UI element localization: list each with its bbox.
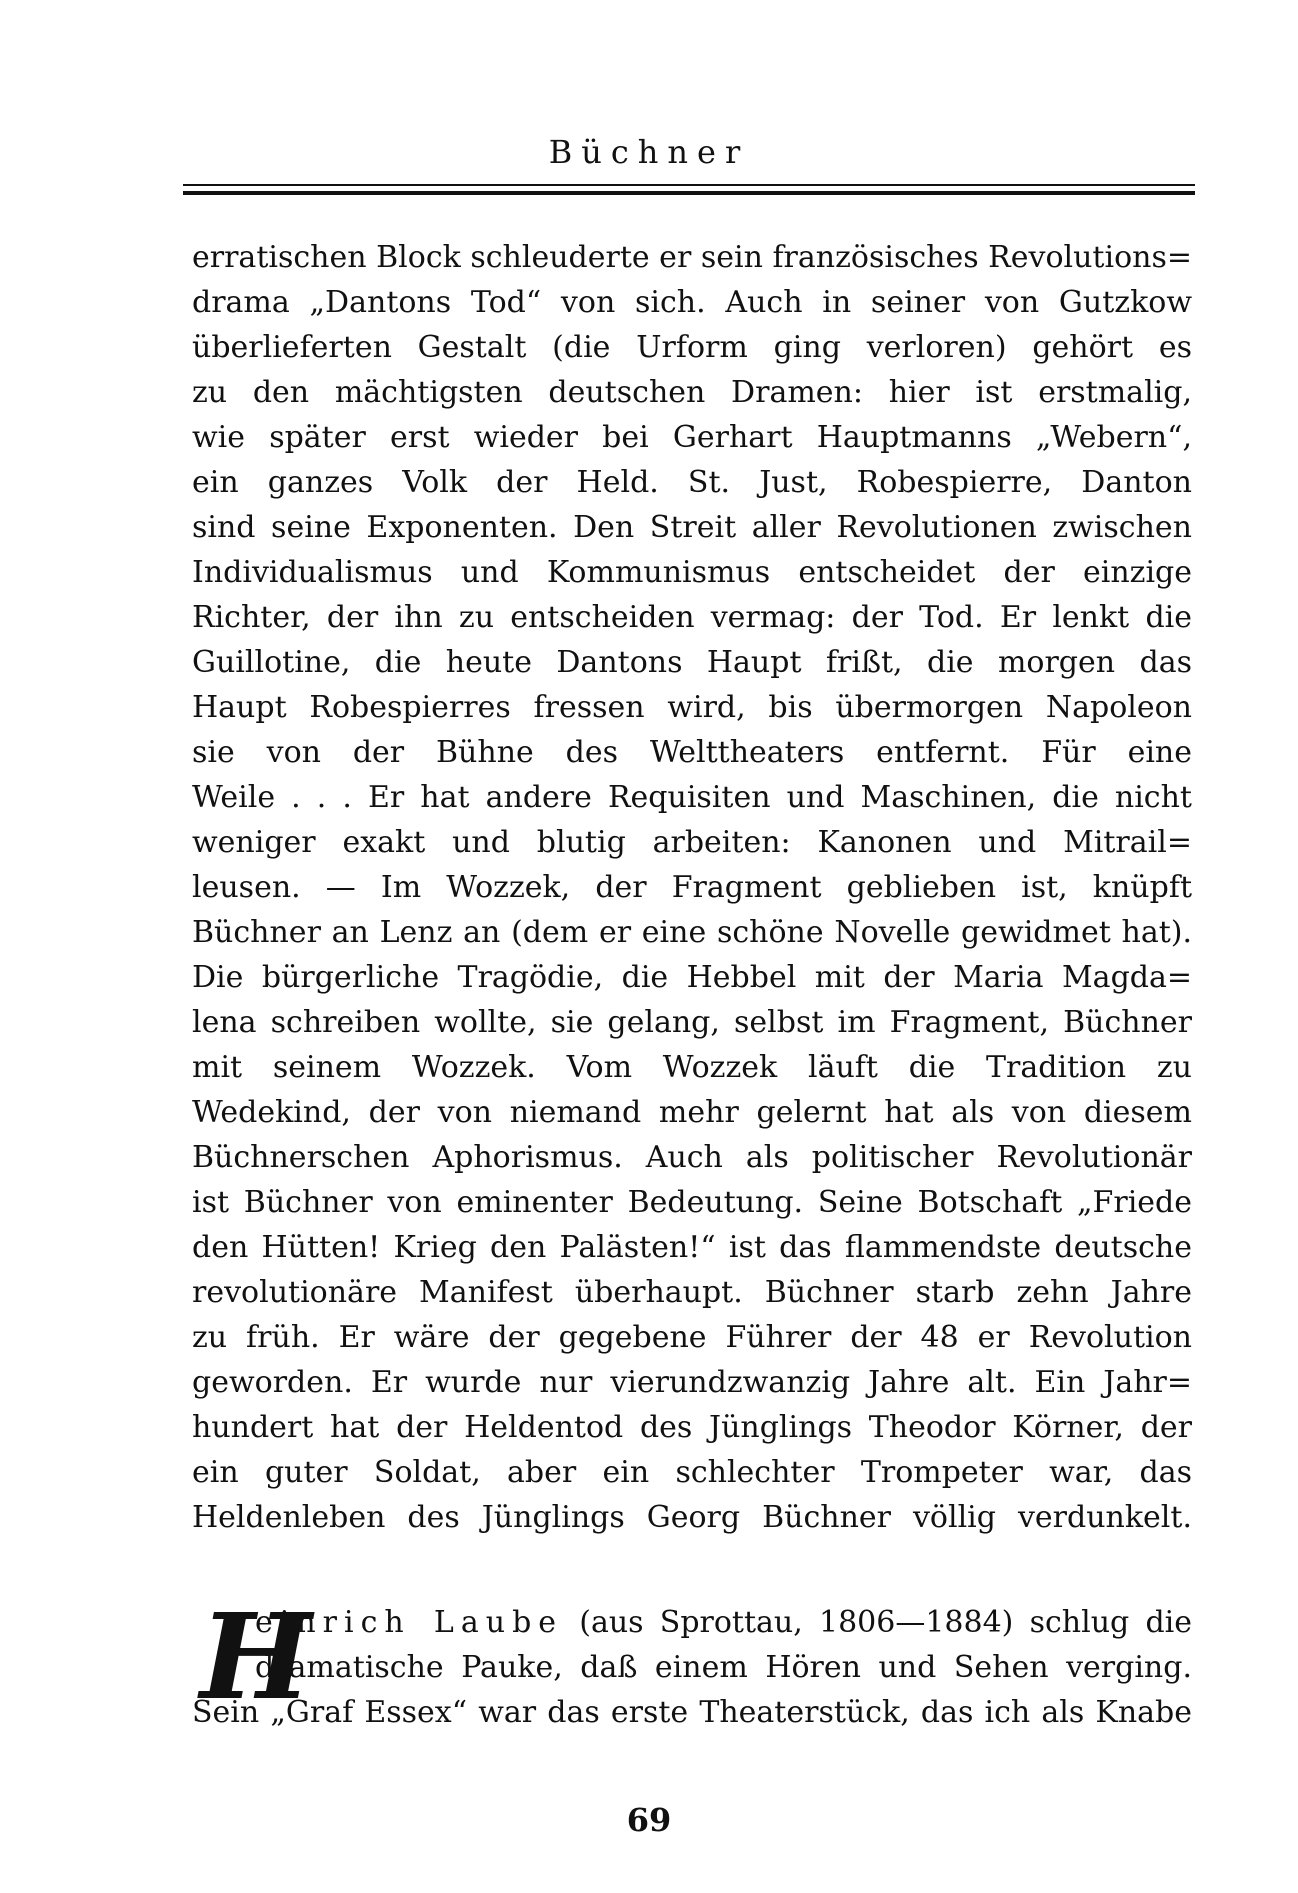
text-line: leusen. — Im Wozzek, der Fragment geblieben ist, knüpft bbox=[192, 870, 1192, 905]
header-rule-thick bbox=[183, 191, 1195, 195]
drop-cap: H bbox=[200, 1587, 312, 1726]
text-line: sie von der Bühne des Welttheaters entfernt. Für eine bbox=[192, 735, 1192, 770]
page-number: 69 bbox=[626, 1801, 672, 1839]
text-line: drama „Dantons Tod“ von sich. Auch in seiner von Gutzkow bbox=[192, 285, 1192, 320]
text-line: weniger exakt und blutig arbeiten: Kanonen und Mitrail= bbox=[192, 825, 1192, 860]
text-line: zu den mächtigsten deutschen Dramen: hier ist erstmalig, bbox=[192, 375, 1192, 410]
text-line: Die bürgerliche Tragödie, die Hebbel mit der Maria Magda= bbox=[192, 960, 1192, 995]
author-name: einrich Laube bbox=[255, 1605, 564, 1640]
text-line: den Hütten! Krieg den Palästen!“ ist das flammendste deutsche bbox=[192, 1230, 1192, 1265]
text-line: ist Büchner von eminenter Bedeutung. Seine Botschaft „Friede bbox=[192, 1185, 1192, 1220]
text-line: Richter, der ihn zu entscheiden vermag: der Tod. Er lenkt die bbox=[192, 600, 1192, 635]
text-line: geworden. Er wurde nur vierundzwanzig Jahre alt. Ein Jahr= bbox=[192, 1365, 1192, 1400]
text-line: Weile . . . Er hat andere Requisiten und Maschinen, die nicht bbox=[192, 780, 1192, 815]
text-line: wie später erst wieder bei Gerhart Hauptmanns „Webern“, bbox=[192, 420, 1192, 455]
text-line: Heldenleben des Jünglings Georg Büchner völlig verdunkelt. bbox=[192, 1500, 1192, 1535]
text-line: Wedekind, der von niemand mehr gelernt hat als von diesem bbox=[192, 1095, 1192, 1130]
text-line: dramatische Pauke, daß einem Hören und Sehen verging. bbox=[255, 1650, 1192, 1685]
text-line: Guillotine, die heute Dantons Haupt frißt, die morgen das bbox=[192, 645, 1192, 680]
text-line: erratischen Block schleuderte er sein französisches Revolutions= bbox=[192, 240, 1192, 275]
text-line bbox=[192, 1600, 1192, 1645]
text-line: lena schreiben wollte, sie gelang, selbst im Fragment, Büchner bbox=[192, 1005, 1192, 1040]
paragraph-1 bbox=[192, 235, 1192, 1540]
text-line: mit seinem Wozzek. Vom Wozzek läuft die Tradition zu bbox=[192, 1050, 1192, 1085]
text-line: revolutionäre Manifest überhaupt. Büchner starb zehn Jahre bbox=[192, 1275, 1192, 1310]
paragraph-2 bbox=[192, 1587, 1192, 1735]
header-rule-thin bbox=[183, 184, 1195, 186]
text-line: hundert hat der Heldentod des Jünglings Theodor Körner, der bbox=[192, 1410, 1192, 1445]
text-line: Büchner an Lenz an (dem er eine schöne Novelle gewidmet hat). bbox=[192, 915, 1192, 950]
running-head: Büchner bbox=[548, 133, 750, 171]
text-line: sind seine Exponenten. Den Streit aller Revolutionen zwischen bbox=[192, 510, 1192, 545]
text-line: überlieferten Gestalt (die Urform ging verloren) gehört es bbox=[192, 330, 1192, 365]
text-segment: (aus Sprottau, 1806—1884) schlug die bbox=[579, 1605, 1192, 1640]
text-line: ein ganzes Volk der Held. St. Just, Robespierre, Danton bbox=[192, 465, 1192, 500]
text-line: zu früh. Er wäre der gegebene Führer der 48 er Revolution bbox=[192, 1320, 1192, 1355]
text-line: Individualismus und Kommunismus entscheidet der einzige bbox=[192, 555, 1192, 590]
text-line: ein guter Soldat, aber ein schlechter Trompeter war, das bbox=[192, 1455, 1192, 1490]
text-line: Sein „Graf Essex“ war das erste Theaterstück, das ich als Knabe bbox=[192, 1695, 1192, 1730]
text-line: Büchnerschen Aphorismus. Auch als politischer Revolutionär bbox=[192, 1140, 1192, 1175]
text-line: Haupt Robespierres fressen wird, bis übermorgen Napoleon bbox=[192, 690, 1192, 725]
